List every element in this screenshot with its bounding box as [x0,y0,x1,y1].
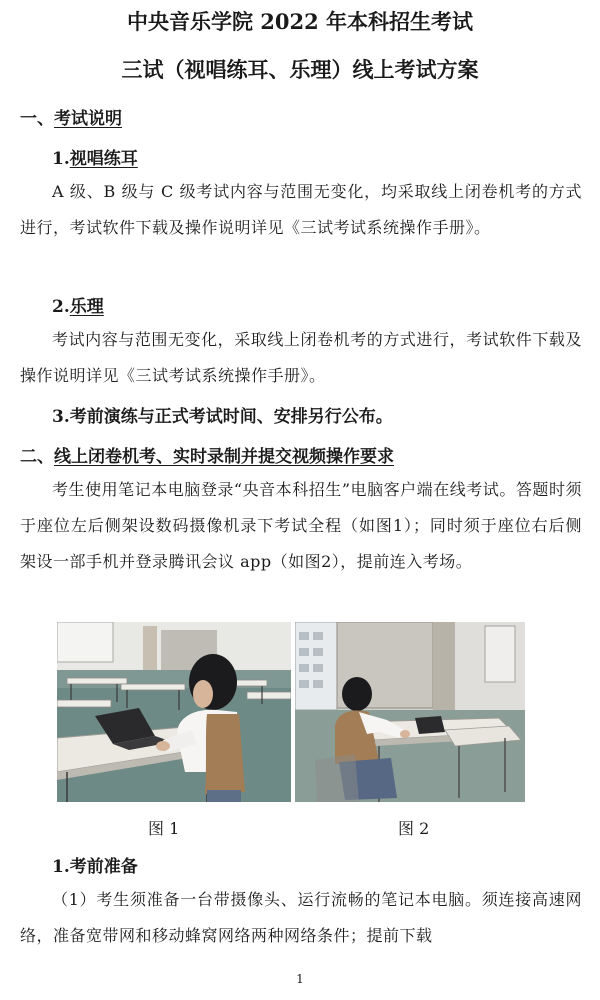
figure2-caption: 图 2 [398,819,430,838]
section1-sub2-heading [52,292,104,317]
section2-title: 线上闭卷机考、实时录制并提交视频操作要求 [54,447,394,467]
figure2-photo [295,622,525,802]
section1-heading [20,104,122,129]
section2-paragraph: 考生使用笔记本电脑登录“央音本科招生”电脑客户端在线考试。答题时须于座位左后侧架设数码摄像机录下考试全程（如图1）；同时须于座位右后侧架设一部手机并登录腾讯会议 app（如图2），提前连入考场。 [20,480,582,571]
section1-title: 考试说明 [54,109,122,129]
figure1-photo [57,622,291,802]
section1-sub1-paragraph: A 级、B 级与 C 级考试内容与范围无变化，均采取线上闭卷机考的方式进行，考试软件下载及操作说明详见《三试考试系统操作手册》。 [20,182,582,237]
section2-sub1-paragraph: （1）考生须准备一台带摄像头、运行流畅的笔记本电脑。须连接高速网络，准备宽带网和移动蜂窝网络两种网络条件；提前下载 [20,890,582,945]
figure1-caption: 图 1 [148,819,180,838]
section2-number: 二、 [20,447,54,467]
section1-number: 一、 [20,109,54,129]
section2-sub1-heading: 1.考前准备 [52,857,138,877]
section1-sub2-title: 乐理 [69,297,104,317]
section1-sub1-title: 视唱练耳 [69,149,138,169]
page-number: 1 [296,972,304,986]
section2-heading [20,442,394,467]
section1-sub1-heading [52,144,138,169]
section1-sub1-number: 1. [52,149,70,169]
section1-sub2-number: 2. [52,297,70,317]
document-title-line1: 中央音乐学院 2022 年本科招生考试 [126,9,474,34]
section1-sub3-heading: 3.考前演练与正式考试时间、安排另行公布。 [52,407,393,427]
document-title-line2: 三试（视唱练耳、乐理）线上考试方案 [121,57,479,82]
section1-sub2-paragraph: 考试内容与范围无变化，采取线上闭卷机考的方式进行，考试软件下载及操作说明详见《三试考试系统操作手册》。 [20,330,582,385]
